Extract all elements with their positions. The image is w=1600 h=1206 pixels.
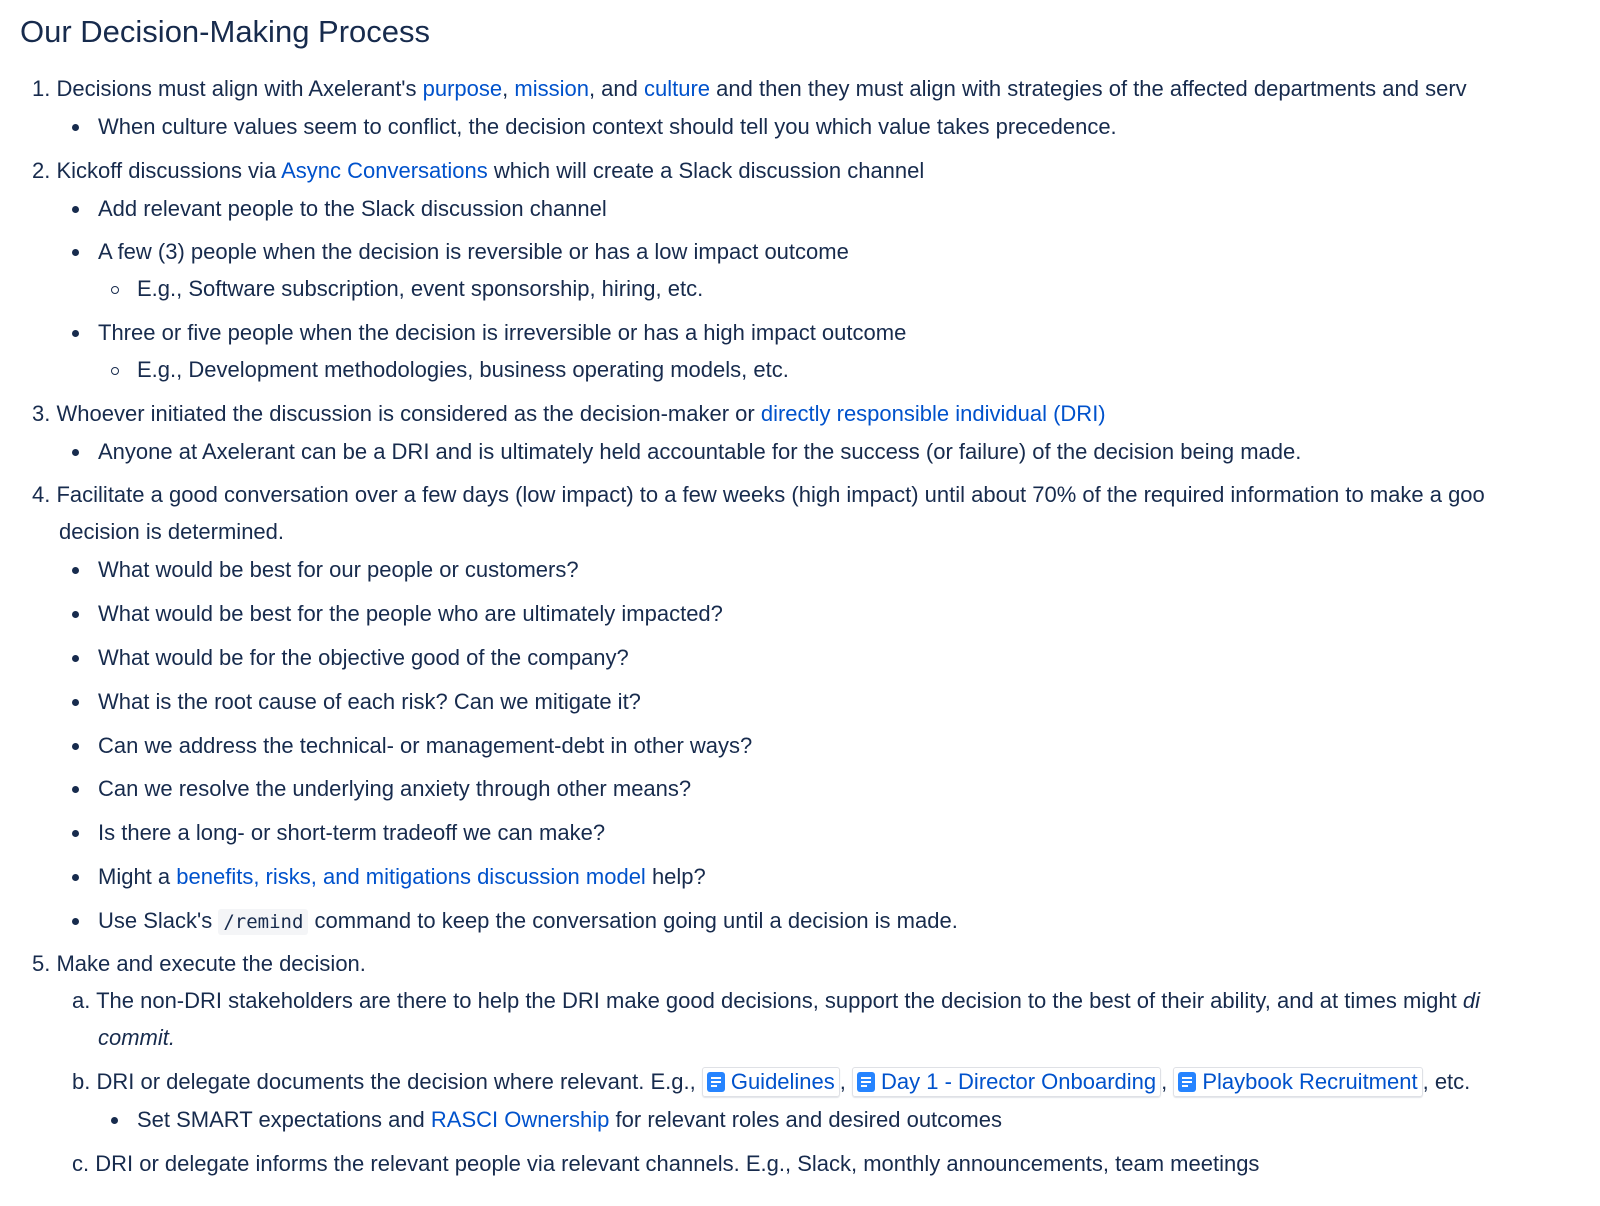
rasci-ownership-link[interactable]: RASCI Ownership xyxy=(430,1107,610,1132)
async-conversations-link[interactable]: Async Conversations xyxy=(281,158,488,183)
bullet-icon xyxy=(111,1117,118,1124)
guidelines-link[interactable]: Guidelines xyxy=(730,1069,835,1094)
step-text: , and xyxy=(588,76,644,101)
sub-step-text: DRI or delegate documents the decision where relevant. E.g., xyxy=(96,1069,702,1094)
list-item: Anyone at Axelerant can be a DRI and is ultimately held accountable for the success (or failure) of the decision being made. xyxy=(98,439,1302,464)
circle-bullet-icon xyxy=(111,286,119,294)
director-onboarding-page-link[interactable] xyxy=(852,1067,1161,1097)
list-item xyxy=(98,862,706,892)
guidelines-page-link[interactable] xyxy=(702,1067,840,1097)
list-item: Can we address the technical- or management-debt in other ways? xyxy=(98,733,753,758)
purpose-link[interactable]: purpose xyxy=(422,76,503,101)
mission-link[interactable]: mission xyxy=(514,76,589,101)
step-1 xyxy=(32,74,1467,104)
circle-bullet-icon xyxy=(111,367,119,375)
step-2 xyxy=(32,156,924,186)
bullet-icon xyxy=(72,449,79,456)
playbook-recruitment-link[interactable]: Playbook Recruitment xyxy=(1202,1069,1418,1094)
step-marker: 4. xyxy=(32,482,51,507)
sub-step-text: , etc. xyxy=(1422,1069,1471,1094)
sub-step-text: DRI or delegate informs the relevant people via relevant channels. E.g., Slack, monthly announcements, team meetings xyxy=(95,1151,1260,1176)
sub-step-c xyxy=(72,1149,1259,1179)
sub-step-text: The non-DRI stakeholders are there to help the DRI make good decisions, support the decision to the best of their ability, and at times might xyxy=(96,988,1463,1013)
bullet-icon xyxy=(72,206,79,213)
separator: , xyxy=(839,1069,853,1094)
dri-link[interactable]: directly responsible individual (DRI) xyxy=(760,401,1106,426)
step-marker: 3. xyxy=(32,401,51,426)
step-text: and then they must align with strategies of the affected departments and serv xyxy=(710,76,1467,101)
list-item xyxy=(137,1105,1002,1135)
list-item-text: help? xyxy=(645,864,706,889)
list-item-text: for relevant roles and desired outcomes xyxy=(609,1107,1002,1132)
step-marker: 5. xyxy=(32,951,51,976)
page-title: Our Decision-Making Process xyxy=(20,14,431,49)
bullet-icon xyxy=(72,330,79,337)
bullet-icon xyxy=(72,699,79,706)
step-text: Facilitate a good conversation over a few days (low impact) to a few weeks (high impact) until about 70% of the required information to make a goo xyxy=(56,482,1485,507)
list-item-text: Use Slack's xyxy=(98,908,219,933)
list-item-text: command to keep the conversation going until a decision is made. xyxy=(308,908,958,933)
list-item: What would be best for the people who are ultimately impacted? xyxy=(98,601,723,626)
list-item: A few (3) people when the decision is reversible or has a low impact outcome xyxy=(98,239,849,264)
step-text: Make and execute the decision. xyxy=(56,951,366,976)
bullet-icon xyxy=(72,743,79,750)
step-text: Kickoff discussions via xyxy=(56,158,282,183)
bullet-icon xyxy=(72,918,79,925)
list-item: Can we resolve the underlying anxiety through other means? xyxy=(98,776,692,801)
list-item: Is there a long- or short-term tradeoff we can make? xyxy=(98,820,606,845)
step-text: Whoever initiated the discussion is considered as the decision-maker or xyxy=(56,401,761,426)
sub-step-b xyxy=(72,1067,1470,1097)
sub-step-marker: a. xyxy=(72,988,91,1013)
playbook-recruitment-page-link[interactable] xyxy=(1173,1067,1422,1097)
list-item: What is the root cause of each risk? Can we mitigate it? xyxy=(98,689,641,714)
list-item: What would be for the objective good of the company? xyxy=(98,645,629,670)
sub-step-text xyxy=(98,1023,175,1053)
sub-step-text: commit. xyxy=(98,1025,175,1050)
list-item: E.g., Development methodologies, business operating models, etc. xyxy=(137,357,789,382)
bullet-icon xyxy=(72,124,79,131)
sub-step-marker: c. xyxy=(72,1151,90,1176)
culture-link[interactable]: culture xyxy=(644,76,711,101)
sub-step-text: di xyxy=(1462,988,1480,1013)
list-item: Three or five people when the decision is irreversible or has a high impact outcome xyxy=(98,320,907,345)
step-3 xyxy=(32,399,1106,429)
page-icon xyxy=(707,1072,725,1092)
list-item: What would be best for our people or customers? xyxy=(98,557,579,582)
list-item-text: Might a xyxy=(98,864,177,889)
sub-step-marker: b. xyxy=(72,1069,91,1094)
list-item-text: Set SMART expectations and xyxy=(137,1107,431,1132)
director-onboarding-link[interactable]: Day 1 - Director Onboarding xyxy=(881,1069,1157,1094)
remind-command: /remind xyxy=(218,909,308,935)
bullet-icon xyxy=(72,611,79,618)
step-marker: 2. xyxy=(32,158,51,183)
bullet-icon xyxy=(72,786,79,793)
step-marker: 1. xyxy=(32,76,51,101)
separator: , xyxy=(1161,1069,1174,1094)
list-item: When culture values seem to conflict, the decision context should tell you which value takes precedence. xyxy=(98,114,1117,139)
page-icon xyxy=(857,1072,875,1092)
page-icon xyxy=(1178,1072,1196,1092)
step-text: , xyxy=(502,76,515,101)
bullet-icon xyxy=(72,249,79,256)
sub-step-a xyxy=(72,986,1480,1016)
bullet-icon xyxy=(72,567,79,574)
bullet-icon xyxy=(72,655,79,662)
list-item: Add relevant people to the Slack discussion channel xyxy=(98,196,607,221)
step-4 xyxy=(32,480,1485,510)
bullet-icon xyxy=(72,830,79,837)
discussion-model-link[interactable]: benefits, risks, and mitigations discussion model xyxy=(176,864,646,889)
step-text: decision is determined. xyxy=(59,519,285,544)
bullet-icon xyxy=(72,874,79,881)
step-text: which will create a Slack discussion channel xyxy=(487,158,925,183)
list-item xyxy=(98,906,958,937)
step-text: Decisions must align with Axelerant's xyxy=(56,76,423,101)
step-5 xyxy=(32,949,366,979)
list-item: E.g., Software subscription, event sponsorship, hiring, etc. xyxy=(137,276,704,301)
